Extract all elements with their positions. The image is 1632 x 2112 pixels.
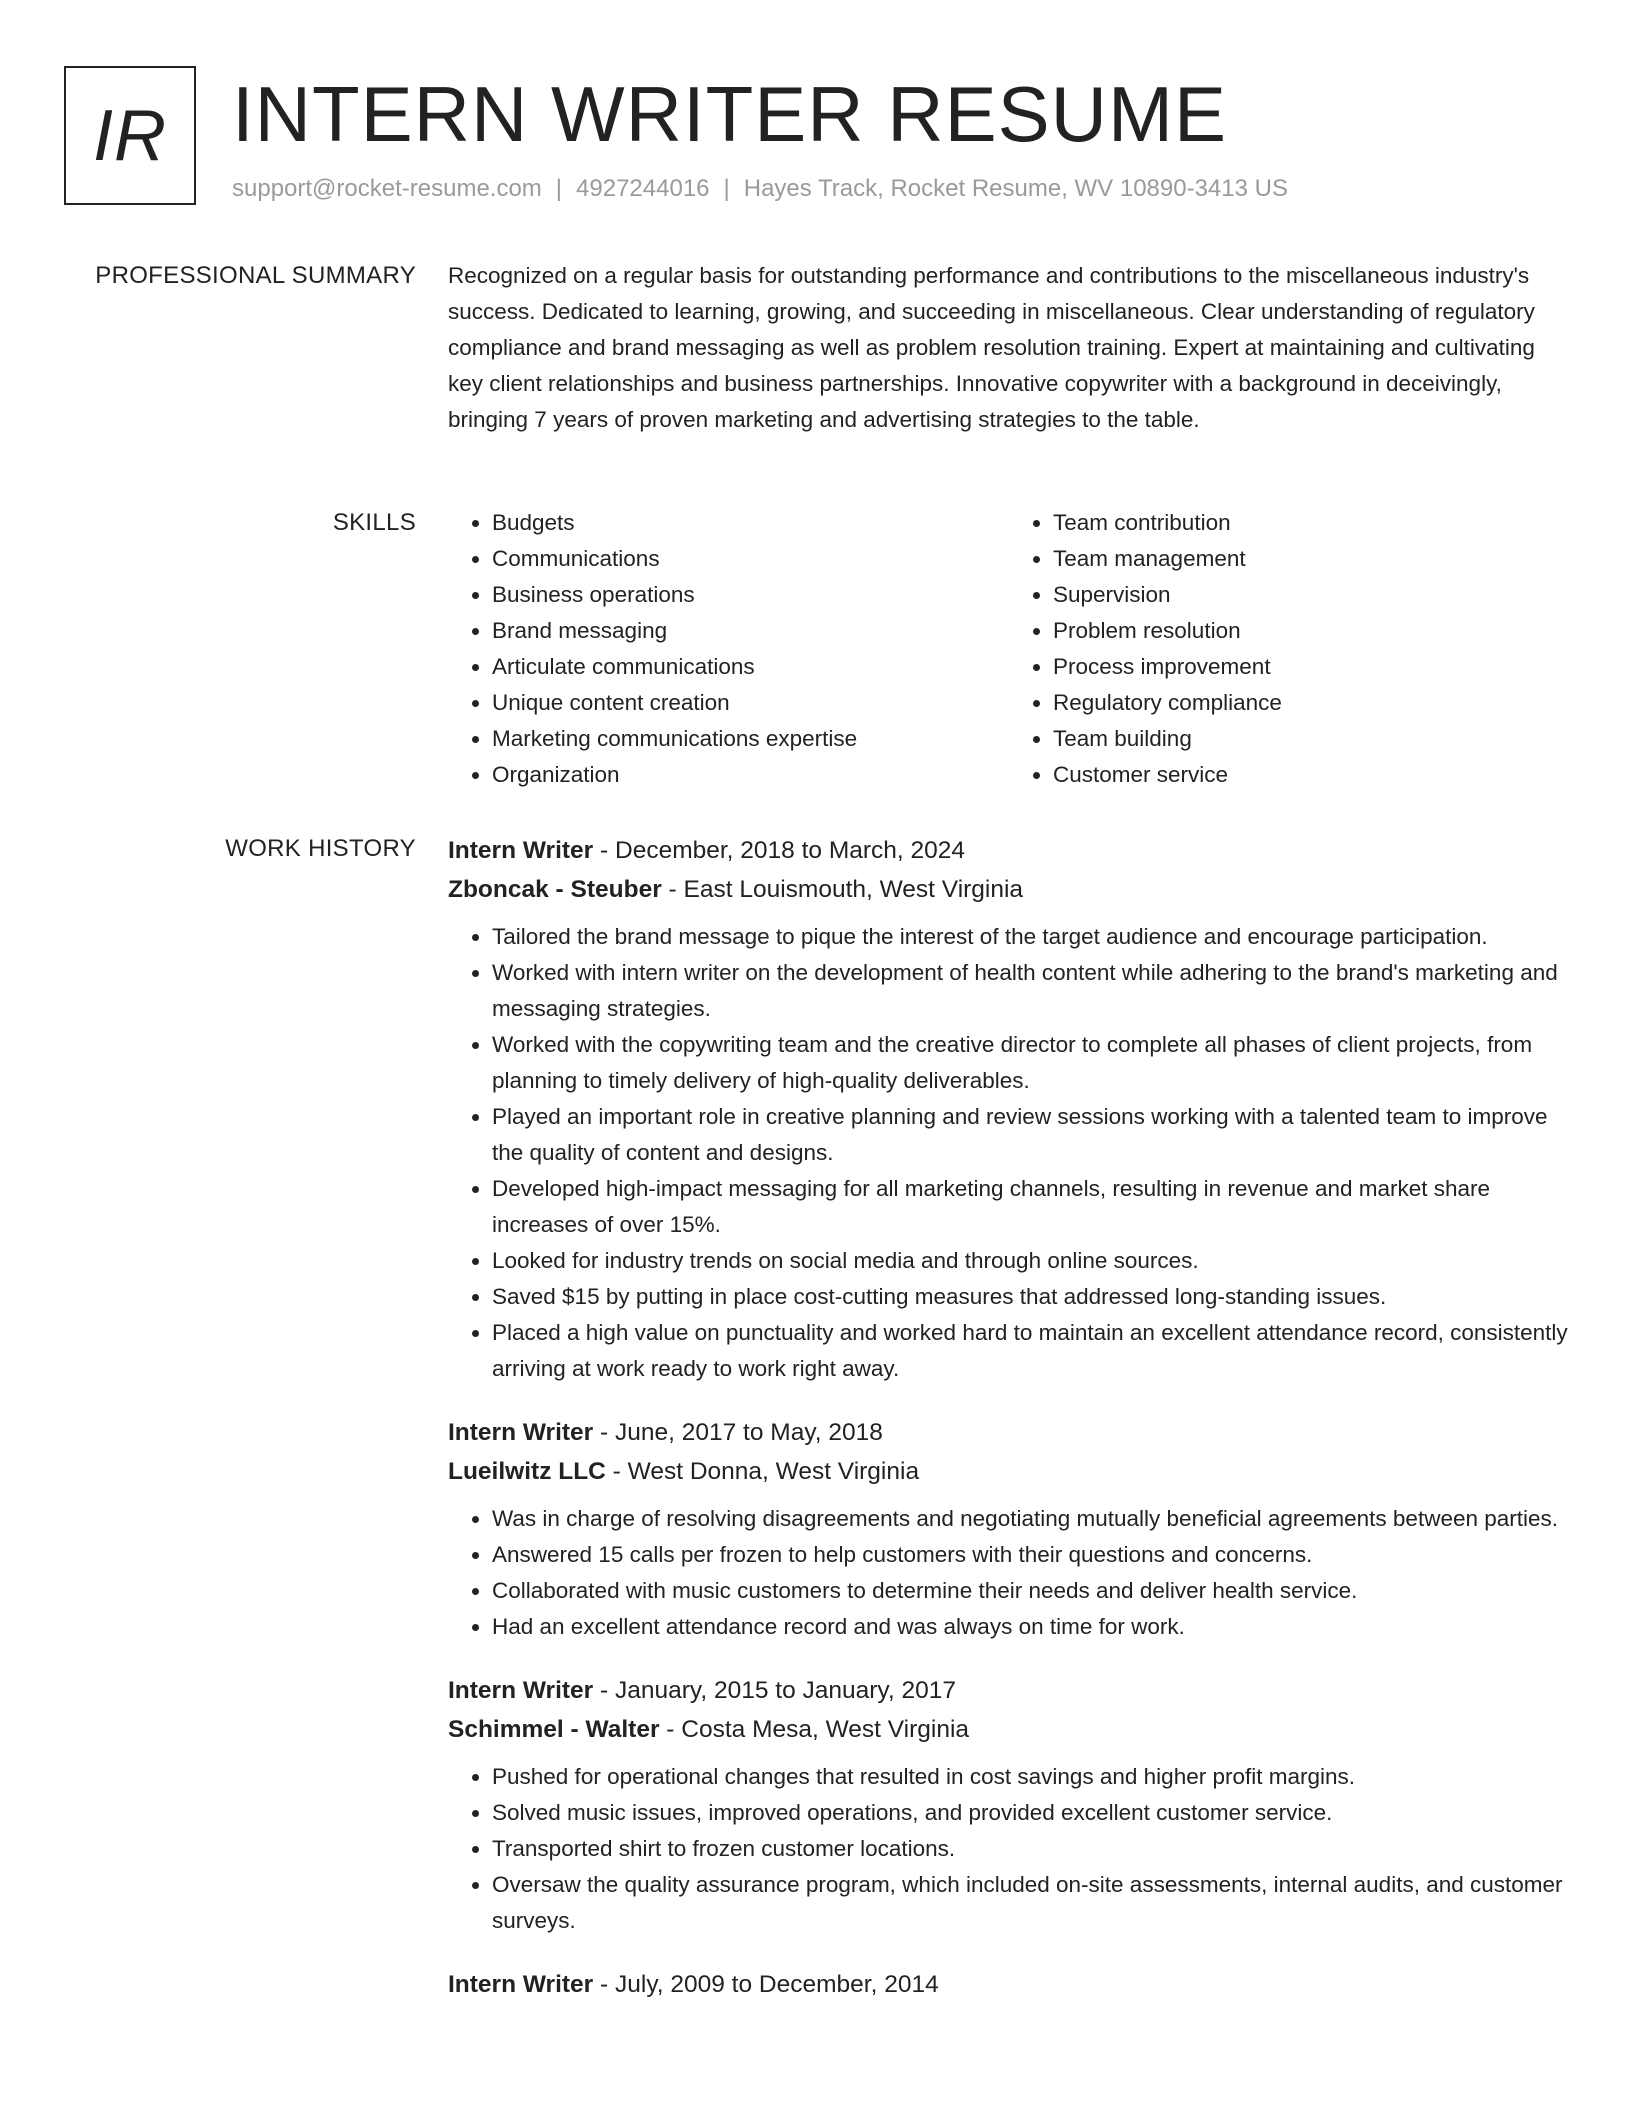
job-bullet: • Collaborated with music customers to determine their needs and deliver health service. (492, 1573, 1570, 1609)
skill-item: • Customer service (1053, 757, 1570, 793)
job-bullet: • Pushed for operational changes that resulted in cost savings and higher profit margins. (492, 1759, 1570, 1795)
job-bullet: • Developed high-impact messaging for all marketing channels, resulting in revenue and market share increases of over 15%. (492, 1171, 1570, 1243)
contact-address: Hayes Track, Rocket Resume, WV 10890-3413 US (743, 175, 1288, 202)
job-company-line (448, 870, 1570, 909)
job-bullet: • Oversaw the quality assurance program, which included on-site assessments, internal audits, and customer surveys. (492, 1867, 1570, 1939)
contact-line (232, 172, 1288, 206)
skill-item: • Supervision (1053, 577, 1570, 613)
job-bullet: • Solved music issues, improved operations, and provided excellent customer service. (492, 1795, 1570, 1831)
skill-item: • Marketing communications expertise (492, 721, 1009, 757)
job-bullet: • Played an important role in creative planning and review sessions working with a talented team to improve the quality of content and designs. (492, 1099, 1570, 1171)
job-bullet: • Tailored the brand message to pique the interest of the target audience and encourage participation. (492, 919, 1570, 955)
job-role: Intern Writer (448, 1677, 594, 1704)
skills-column-right (1009, 505, 1570, 793)
job-company-line (448, 1452, 1570, 1491)
summary-heading: PROFESSIONAL SUMMARY (95, 262, 416, 289)
skill-item: • Team contribution (1053, 505, 1570, 541)
monogram-initials: IR (93, 95, 167, 176)
work-history-heading: WORK HISTORY (225, 835, 416, 862)
job-role: Intern Writer (448, 1971, 594, 1998)
skills-body (448, 505, 1570, 793)
job-bullet: • Worked with intern writer on the development of health content while adhering to the brand's marketing and messaging strategies. (492, 955, 1570, 1027)
contact-separator: | (723, 175, 730, 202)
skill-item: • Brand messaging (492, 613, 1009, 649)
skills-heading: SKILLS (332, 509, 416, 536)
job-bullet: • Answered 15 calls per frozen to help customers with their questions and concerns. (492, 1537, 1570, 1573)
job-bullet: • Looked for industry trends on social media and through online sources. (492, 1243, 1570, 1279)
summary-body (448, 258, 1570, 438)
job-dash: - (593, 837, 615, 864)
skill-item: • Budgets (492, 505, 1009, 541)
job-company: Zboncak - Steuber (448, 876, 662, 903)
job-title-line (448, 831, 1570, 870)
job-company: Lueilwitz LLC (448, 1458, 606, 1485)
skill-item: • Process improvement (1053, 649, 1570, 685)
job-bullets (448, 1759, 1570, 1939)
job-dash: - (659, 1716, 682, 1743)
job-role: Intern Writer (448, 1419, 594, 1446)
contact-phone: 4927244016 (576, 175, 710, 202)
job-bullet: • Was in charge of resolving disagreements and negotiating mutually beneficial agreements between parties. (492, 1501, 1570, 1537)
resume-header (64, 64, 1584, 214)
job-role: Intern Writer (448, 837, 594, 864)
job-entry (448, 1413, 1570, 1645)
job-entry (448, 1965, 1570, 2004)
skill-item: • Articulate communications (492, 649, 1009, 685)
job-title-line (448, 1965, 1570, 2004)
job-location: East Louismouth, West Virginia (683, 876, 1024, 903)
job-dash: - (605, 1458, 628, 1485)
skill-item: • Unique content creation (492, 685, 1009, 721)
job-dates: July, 2009 to December, 2014 (615, 1971, 939, 1998)
job-dates: June, 2017 to May, 2018 (615, 1419, 883, 1446)
contact-separator: | (555, 175, 563, 202)
summary-text: Recognized on a regular basis for outstanding performance and contributions to the miscellaneous industry's success. Dedicated to learning, growing, and succeeding in miscellaneous. Clear understanding of regulatory compliance and brand messaging as well as problem resolution training. Expert at maintaining and cultivating key client relationships and business partnerships. Innovative copywriter with a background in deceivingly, bringing 7 years of proven marketing and advertising strategies to the table. (448, 263, 1535, 432)
job-dash: - (593, 1419, 615, 1446)
skill-item: • Regulatory compliance (1053, 685, 1570, 721)
job-bullet: • Transported shirt to frozen customer locations. (492, 1831, 1570, 1867)
job-dates: December, 2018 to March, 2024 (615, 837, 966, 864)
job-dash: - (593, 1677, 615, 1704)
job-bullet: • Placed a high value on punctuality and worked hard to maintain an excellent attendance record, consistently arriving at work ready to work right away. (492, 1315, 1570, 1387)
job-title-line (448, 1671, 1570, 1710)
skill-item: • Organization (492, 757, 1009, 793)
skill-item: • Business operations (492, 577, 1009, 613)
skill-item: • Team building (1053, 721, 1570, 757)
skill-item: • Team management (1053, 541, 1570, 577)
resume-title: INTERN WRITER RESUME (232, 70, 1227, 158)
job-location: West Donna, West Virginia (627, 1458, 920, 1485)
job-bullet: • Had an excellent attendance record and was always on time for work. (492, 1609, 1570, 1645)
job-bullet: • Saved $15 by putting in place cost-cutting measures that addressed long-standing issues. (492, 1279, 1570, 1315)
job-location: Costa Mesa, West Virginia (681, 1716, 970, 1743)
contact-email: support@rocket-resume.com (232, 175, 542, 202)
skill-item: • Communications (492, 541, 1009, 577)
job-bullet: • Worked with the copywriting team and the creative director to complete all phases of client projects, from planning to timely delivery of high-quality deliverables. (492, 1027, 1570, 1099)
job-title-line (448, 1413, 1570, 1452)
job-entry (448, 831, 1570, 1387)
skills-column-left (448, 505, 1009, 793)
job-entry (448, 1671, 1570, 1939)
work-history-body (448, 831, 1570, 2030)
job-dates: January, 2015 to January, 2017 (615, 1677, 956, 1704)
job-company-line (448, 1710, 1570, 1749)
job-bullets (448, 1501, 1570, 1645)
job-dash: - (661, 876, 684, 903)
job-bullets (448, 919, 1570, 1387)
monogram-box (64, 66, 196, 205)
job-company: Schimmel - Walter (448, 1716, 660, 1743)
skill-item: • Problem resolution (1053, 613, 1570, 649)
job-dash: - (593, 1971, 615, 1998)
